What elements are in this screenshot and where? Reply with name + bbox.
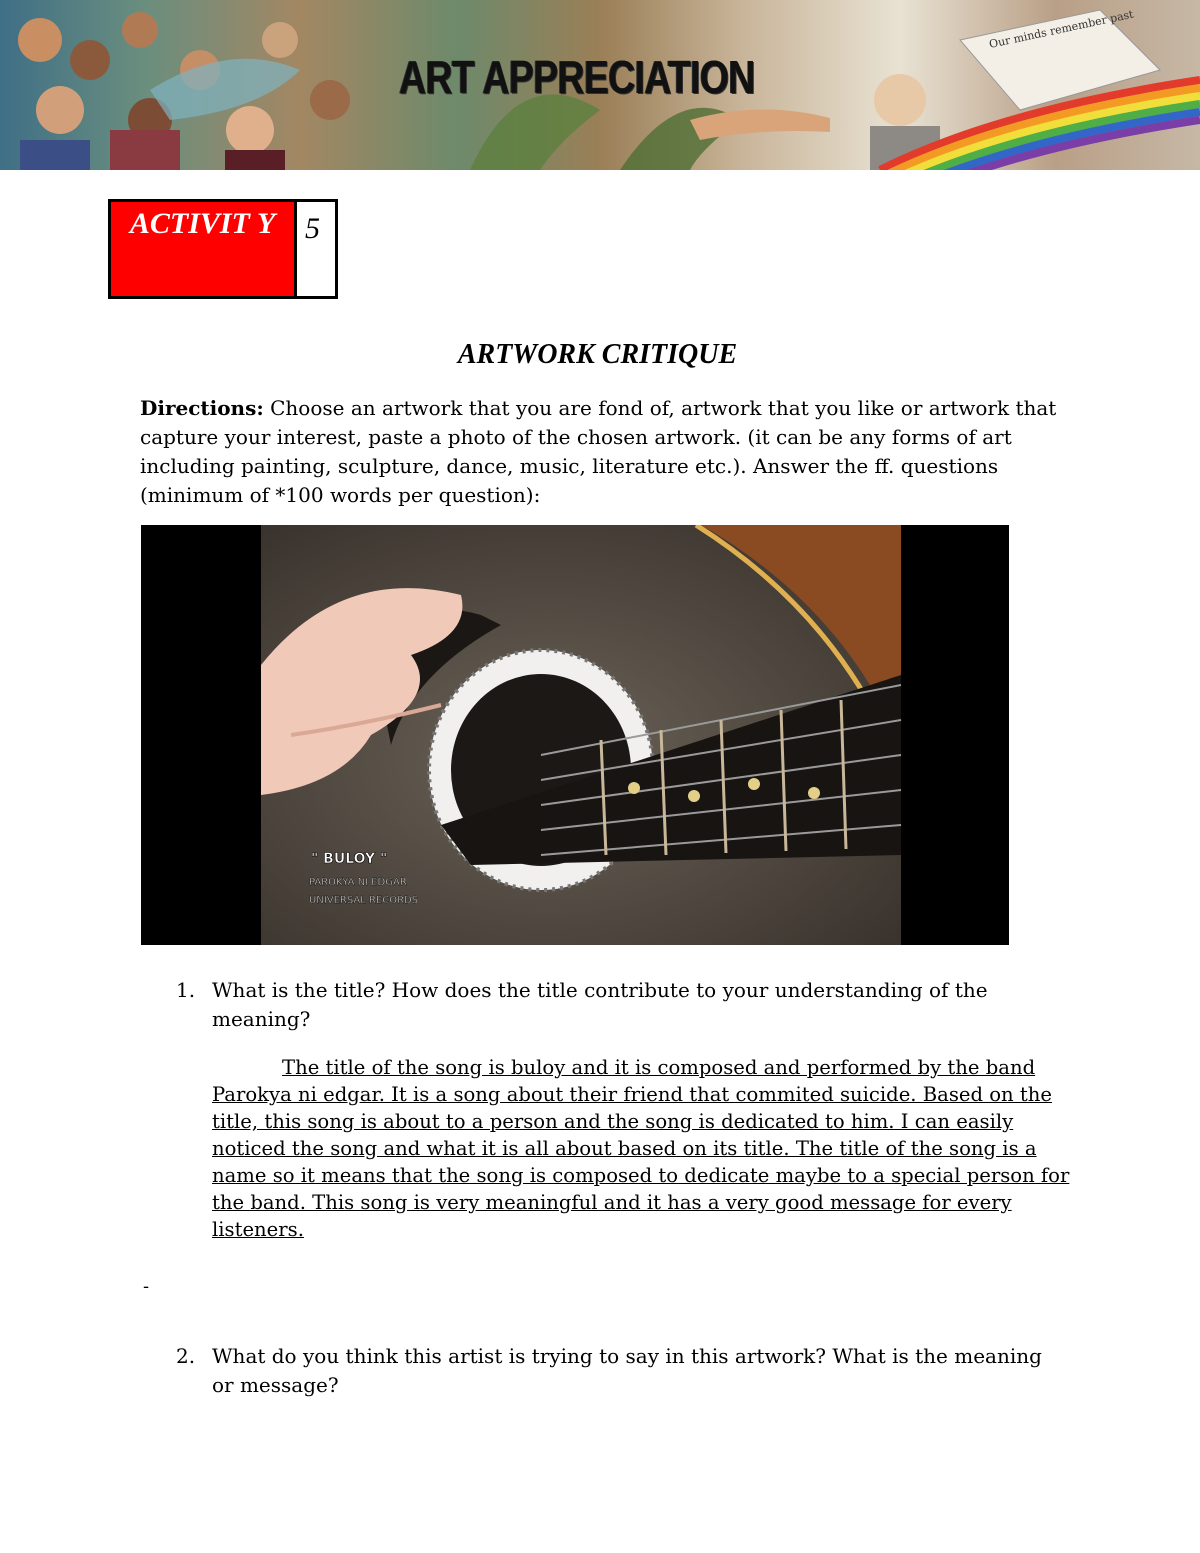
directions-text: Choose an artwork that you are fond of, artwork that you like or artwork that capture your interest, paste a photo of the chosen artwork. (it can be any forms of art including painting, sculpture, dance, music, literature etc.). Answer the ff. questions (minimum of *100 words per question): xyxy=(140,396,1057,507)
activity-number: 5 xyxy=(297,202,335,296)
question-2 xyxy=(176,1342,1066,1400)
guitar-image xyxy=(141,525,1009,945)
activity-box xyxy=(108,199,338,299)
directions-paragraph xyxy=(140,394,1070,510)
question-1 xyxy=(176,976,1066,1034)
page-title: ARTWORK CRITIQUE xyxy=(457,339,738,370)
question-text: What is the title? How does the title contribute to your understanding of the meaning? xyxy=(212,978,988,1031)
question-number: 1. xyxy=(176,978,196,1002)
mural-text: Our minds remember past xyxy=(987,7,1135,51)
caption-song-title: " BULOY " xyxy=(311,851,388,867)
question-number: 2. xyxy=(176,1344,196,1368)
caption-artist: PAROKYA NI EDGAR xyxy=(309,877,407,888)
directions-label: Directions: xyxy=(140,396,264,420)
caption-label: UNIVERSAL RECORDS xyxy=(309,895,419,906)
question-text: What do you think this artist is trying to say in this artwork? What is the meaning or message? xyxy=(212,1344,1042,1397)
artwork-photo xyxy=(141,525,1009,945)
separator-dash: - xyxy=(143,1276,150,1297)
banner-title: ART APPRECIATION xyxy=(399,51,755,103)
answer-1: The title of the song is buloy and it is composed and performed by the band Parokya ni edgar. It is a song about their friend that commited suicide. Based on the title, this song is about to a person and the song is dedicated to him. I can easily noticed the song and what it is all about based on its title. The title of the song is a name so it means that the song is composed to dedicate maybe to a special person for the band. This song is very meaningful and it has a very good message for every listeners. xyxy=(212,1056,1070,1241)
header-banner xyxy=(0,0,1200,170)
activity-label: ACTIVIT Y xyxy=(111,202,294,296)
